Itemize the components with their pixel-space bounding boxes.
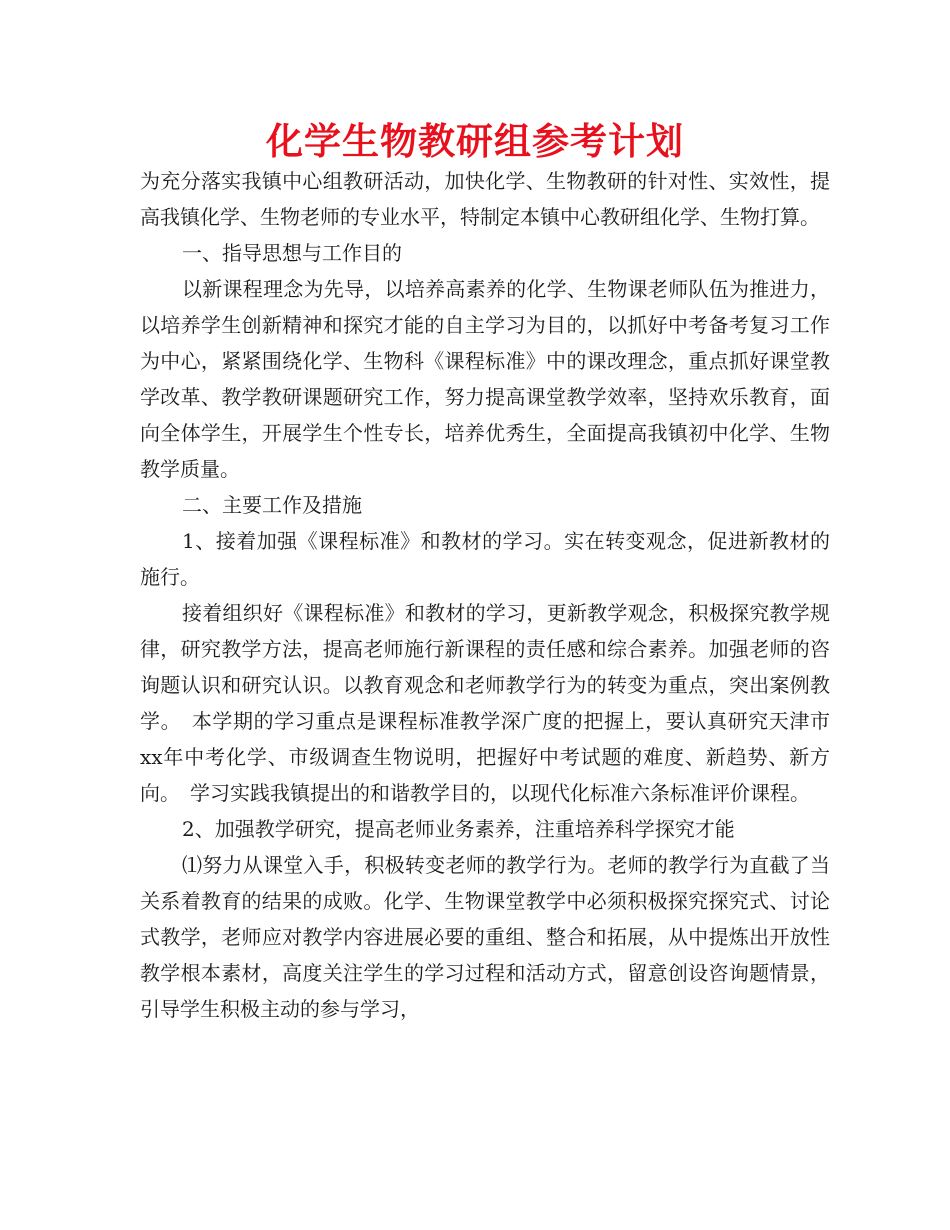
intro-paragraph: 为充分落实我镇中心组教研活动，加快化学、生物教研的针对性、实效性，提高我镇化学、生物老师的专业水平，特制定本镇中心教研组化学、生物打算。 [140,169,830,229]
work-item-2-heading: 2、加强教学研究，提高老师业务素养，注重培养科学探究才能 [182,817,735,841]
section-heading-guiding-ideology: 一、指导思想与工作目的 [182,241,402,265]
document-body [140,163,830,1027]
work-item-1-paragraph: 接着组织好《课程标准》和教材的学习，更新教学观念，积极探究教学规律，研究教学方法，提高老师施行新课程的责任感和综合素养。加强老师的咨询题认识和研究认识。以教育观念和老师教学行为的转变为重点，突出案例教学。 本学期的学习重点是课程标准教学深广度的把握上，要认真研究天津市xx年中考化学、市级调查生物说明，把握好中考试题的难度、新趋势、新方向。 学习实践我镇提出的和谐教学目的，以现代化标准六条标准评价课程。 [140,601,830,805]
document-title: 化学生物教研组参考计划 [266,120,684,163]
guiding-ideology-paragraph: 以新课程理念为先导，以培养高素养的化学、生物课老师队伍为推进力，以培养学生创新精神和探究才能的自主学习为目的，以抓好中考备考复习工作为中心，紧紧围绕化学、生物科《课程标准》中的课改理念，重点抓好课堂教学改革、教学教研课题研究工作，努力提高课堂教学效率，坚持欢乐教育，面向全体学生，开展学生个性专长，培养优秀生，全面提高我镇初中化学、生物教学质量。 [140,277,830,481]
work-item-2-subitem-1-paragraph: ⑴努力从课堂入手，积极转变老师的教学行为。老师的教学行为直截了当关系着教育的结果的成败。化学、生物课堂教学中必须积极探究探究式、讨论式教学，老师应对教学内容进展必要的重组、整合和拓展，从中提炼出开放性教学根本素材，高度关注学生的学习过程和活动方式，留意创设咨询题情景，引导学生积极主动的参与学习， [140,853,830,1021]
work-item-1-heading: 1、接着加强《课程标准》和教材的学习。实在转变观念，促进新教材的施行。 [140,529,830,589]
section-heading-main-work: 二、主要工作及措施 [182,493,362,517]
